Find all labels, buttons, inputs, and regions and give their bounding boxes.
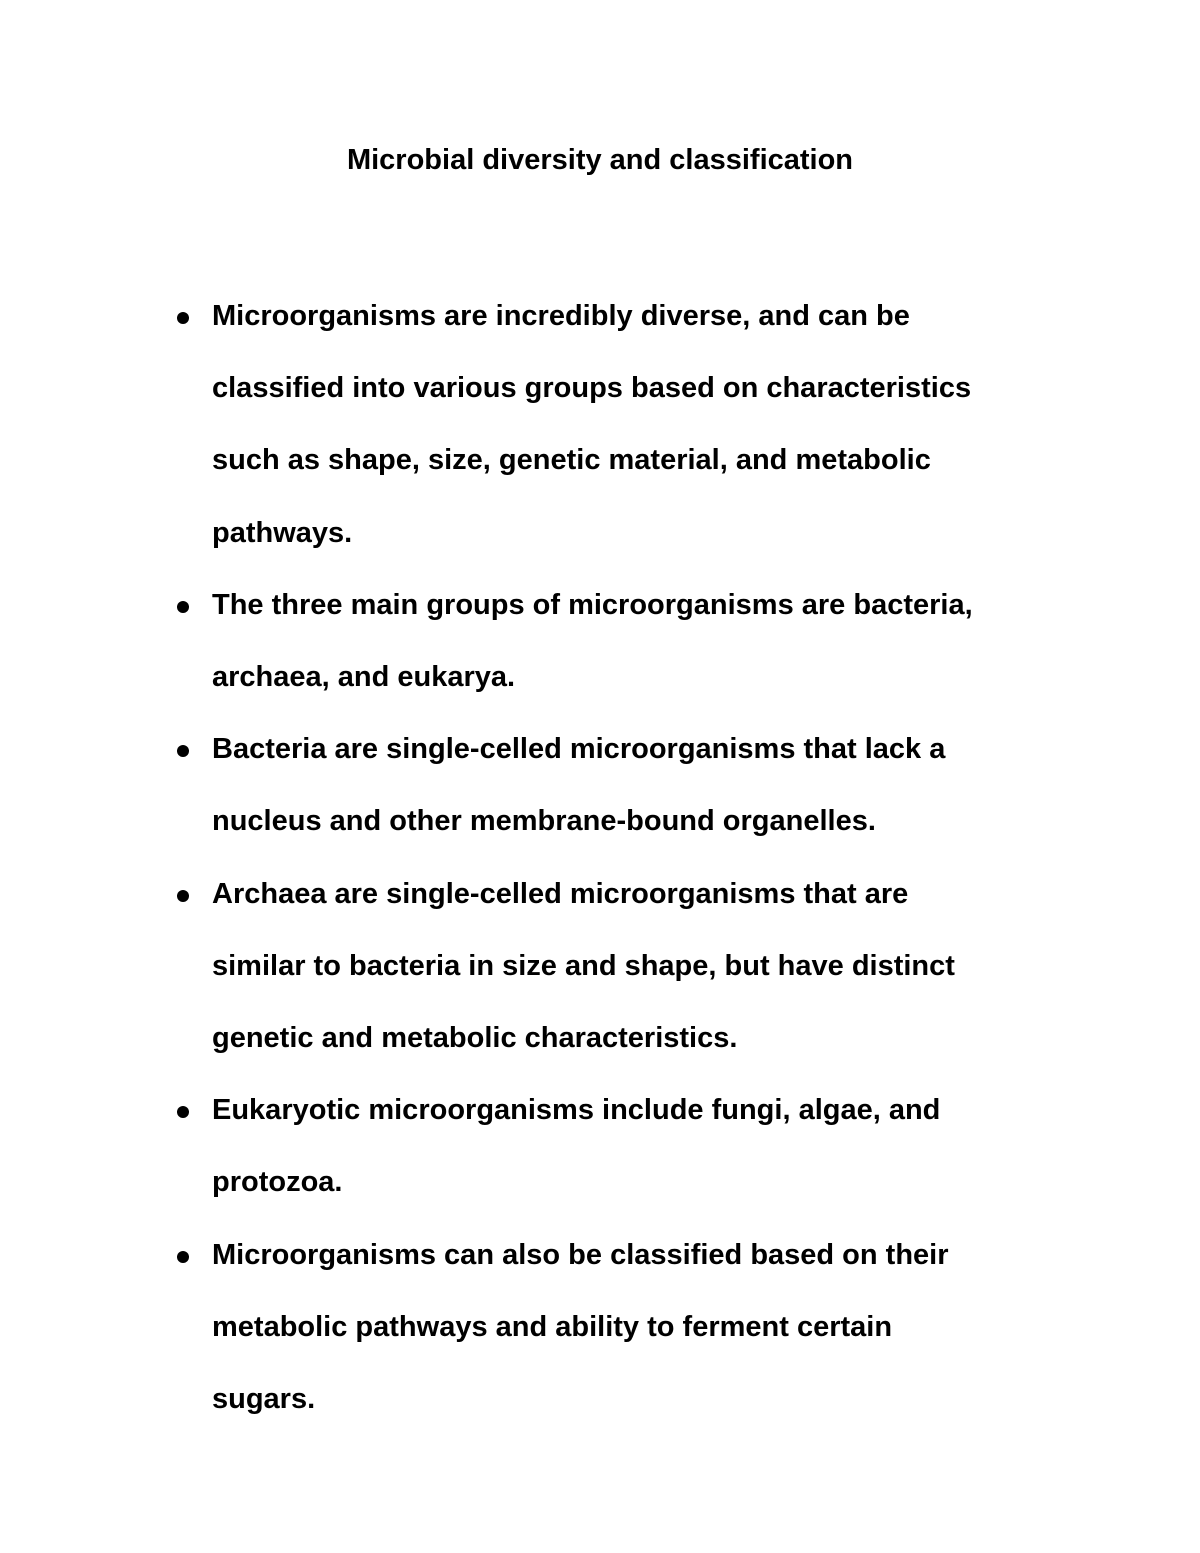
bullet-item	[172, 280, 1052, 569]
bullet-dot-icon	[177, 890, 189, 902]
bullet-line: similar to bacteria in size and shape, but have distinct	[212, 949, 955, 982]
bullet-line: Microorganisms can also be classified based on their	[212, 1238, 949, 1271]
bullet-line: classified into various groups based on characteristics	[212, 372, 972, 405]
bullet-line: Eukaryotic microorganisms include fungi, algae, and	[212, 1094, 941, 1127]
bullet-line: genetic and metabolic characteristics.	[212, 1022, 738, 1055]
bullet-line: pathways.	[212, 516, 353, 549]
bullet-list	[172, 280, 1052, 1435]
bullet-line: archaea, and eukarya.	[212, 661, 516, 694]
bullet-line: sugars.	[212, 1383, 316, 1416]
bullet-dot-icon	[177, 601, 189, 613]
bullet-line: Microorganisms are incredibly diverse, and can be	[212, 300, 910, 332]
bullet-item	[172, 569, 1052, 713]
bullet-line: Archaea are single-celled microorganisms that are	[212, 877, 909, 910]
bullet-item	[172, 1219, 1052, 1436]
bullet-line: Bacteria are single-celled microorganisms that lack a	[212, 733, 946, 766]
bullet-item	[172, 858, 1052, 1075]
bullet-dot-icon	[177, 745, 189, 757]
bullet-item	[172, 1074, 1052, 1218]
document-title: Microbial diversity and classification	[346, 144, 854, 176]
bullet-dot-icon	[177, 312, 189, 324]
bullet-line: protozoa.	[212, 1166, 343, 1199]
bullet-line: The three main groups of microorganisms are bacteria,	[212, 588, 973, 621]
bullet-dot-icon	[177, 1106, 189, 1118]
bullet-line: metabolic pathways and ability to ferment certain	[212, 1310, 893, 1343]
bullet-dot-icon	[177, 1251, 189, 1263]
bullet-item	[172, 713, 1052, 857]
bullet-line: such as shape, size, genetic material, and metabolic	[212, 444, 931, 477]
bullet-line: nucleus and other membrane-bound organelles.	[212, 805, 876, 838]
